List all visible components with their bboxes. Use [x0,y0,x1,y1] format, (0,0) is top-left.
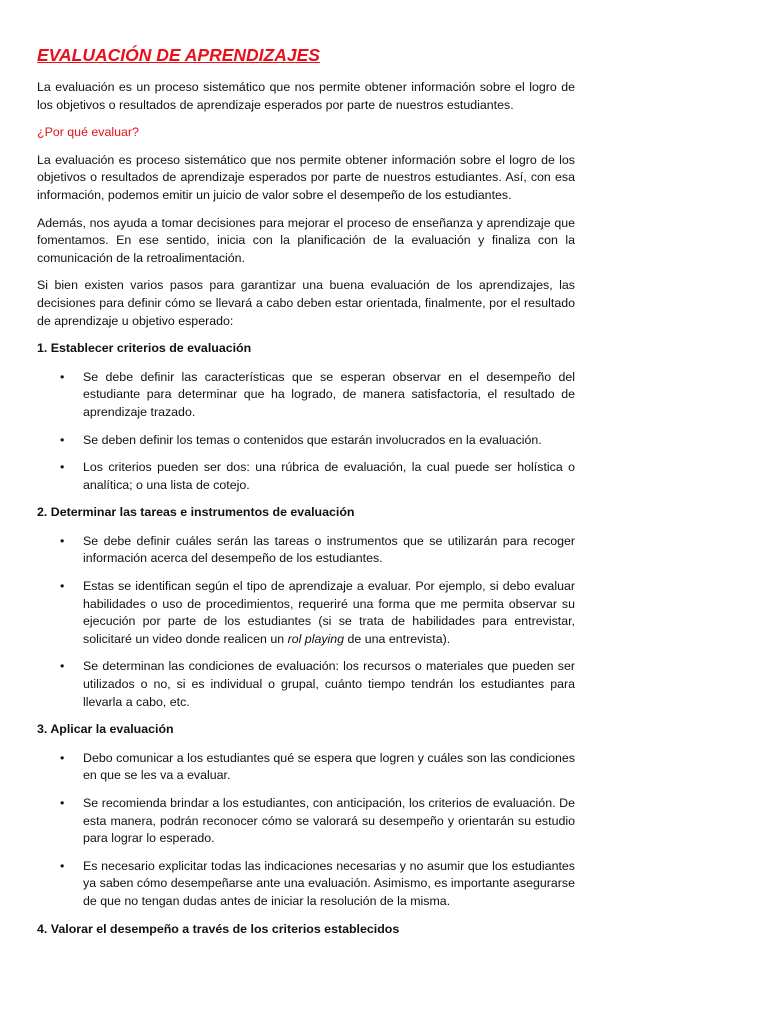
document-content [37,44,575,938]
list-item [37,533,575,568]
bullet-icon: • [60,659,65,674]
section-list-2 [37,533,575,711]
bullet-icon: • [60,796,65,810]
list-item-text: Es necesario explicitar todas las indicaciones necesarias y no asumir que los estudiantes ya saben cómo desempeñarse ante una evaluación. Asimismo, es importante asegurarse de que no tengan dudas antes de iniciar la resolución de la misma. [83,858,575,908]
section-list-3 [37,750,575,911]
list-item [37,459,575,494]
list-item-text: Debo comunicar a los estudiantes qué se espera que logren y cuáles son las condiciones en que se les va a evaluar. [83,750,575,783]
list-item [37,432,575,450]
section-heading-4: 4. Valorar el desempeño a través de los criterios establecidos [37,921,400,936]
question-heading: ¿Por qué evaluar? [37,125,139,140]
bullet-icon: • [60,750,65,765]
bullet-icon: • [60,460,65,475]
bullet-icon: • [60,432,65,447]
bullet-icon: • [60,533,65,548]
list-item [37,795,575,848]
list-item-text: de una entrevista). [344,631,451,646]
body-paragraph: La evaluación es proceso sistemático que nos permite obtener información sobre el logro de los objetivos o resultados de aprendizaje esperados por parte de nuestros estudiantes. Así, con esa información, podemos emitir un juicio de valor sobre el desempeño de los estudiantes. [37,152,575,202]
intro-paragraph: La evaluación es un proceso sistemático que nos permite obtener información sobre el logro de los objetivos o resultados de aprendizaje esperados por parte de nuestros estudiantes. [37,80,575,112]
bullet-icon: • [60,579,65,594]
body-paragraph: Si bien existen varios pasos para garantizar una buena evaluación de los aprendizajes, las decisiones para definir cómo se llevará a cabo deben estar orientada, finalmente, por el resultado de aprendizaje u objetivo esperado: [37,278,575,328]
list-item [37,658,575,711]
section-heading-3: 3. Aplicar la evaluación [37,722,174,737]
list-item [37,750,575,785]
list-item [37,369,575,422]
section-heading-1: 1. Establecer criterios de evaluación [37,341,252,356]
list-item-text: Se recomienda brindar a los estudiantes, con anticipación, los criterios de evaluación. De esta manera, podrán reconocer cómo se valorará su desempeño y orientarán su estudio para lograr lo esperado. [83,796,575,846]
list-item [37,858,575,911]
bullet-icon: • [60,858,65,873]
body-paragraph: Además, nos ayuda a tomar decisiones para mejorar el proceso de enseñanza y aprendizaje que fomentamos. En ese sentido, inicia con la planificación de la evaluación y finaliza con la comunicación de la retroalimentación. [37,215,575,265]
list-item-text: Se deben definir los temas o contenidos que estarán involucrados en la evaluación. [83,432,542,447]
list-item-text: Estas se identifican según el tipo de aprendizaje a evaluar. Por ejemplo, si debo evaluar habilidades o uso de procedimientos, requeriré una forma que me permita observar su ejecución por parte de los estudiantes (si se trata de habilidades para entrevistar, solicitaré un video donde realicen un [83,579,575,646]
section-list-1 [37,369,575,495]
list-item-text: Se debe definir las características que se esperan observar en el desempeño del estudiante para determinar que ha logrado, de manera satisfactoria, el resultado de aprendizaje trazado. [83,369,575,419]
list-item-text: Se debe definir cuáles serán las tareas o instrumentos que se utilizarán para recoger información acerca del desempeño de los estudiantes. [83,533,575,566]
list-item-text: Se determinan las condiciones de evaluación: los recursos o materiales que pueden ser utilizados o no, si es individual o grupal, cuánto tiempo tendrán los estudiantes para llevarla a cabo, etc. [83,659,575,709]
document-title: EVALUACIÓN DE APRENDIZAJES [37,45,320,65]
bullet-icon: • [60,369,65,384]
italic-term: rol playing [287,631,345,646]
list-item-text: Los criterios pueden ser dos: una rúbrica de evaluación, la cual puede ser holística o analítica; o una lista de cotejo. [83,460,575,492]
list-item [37,578,575,648]
section-heading-2: 2. Determinar las tareas e instrumentos de evaluación [37,505,355,520]
